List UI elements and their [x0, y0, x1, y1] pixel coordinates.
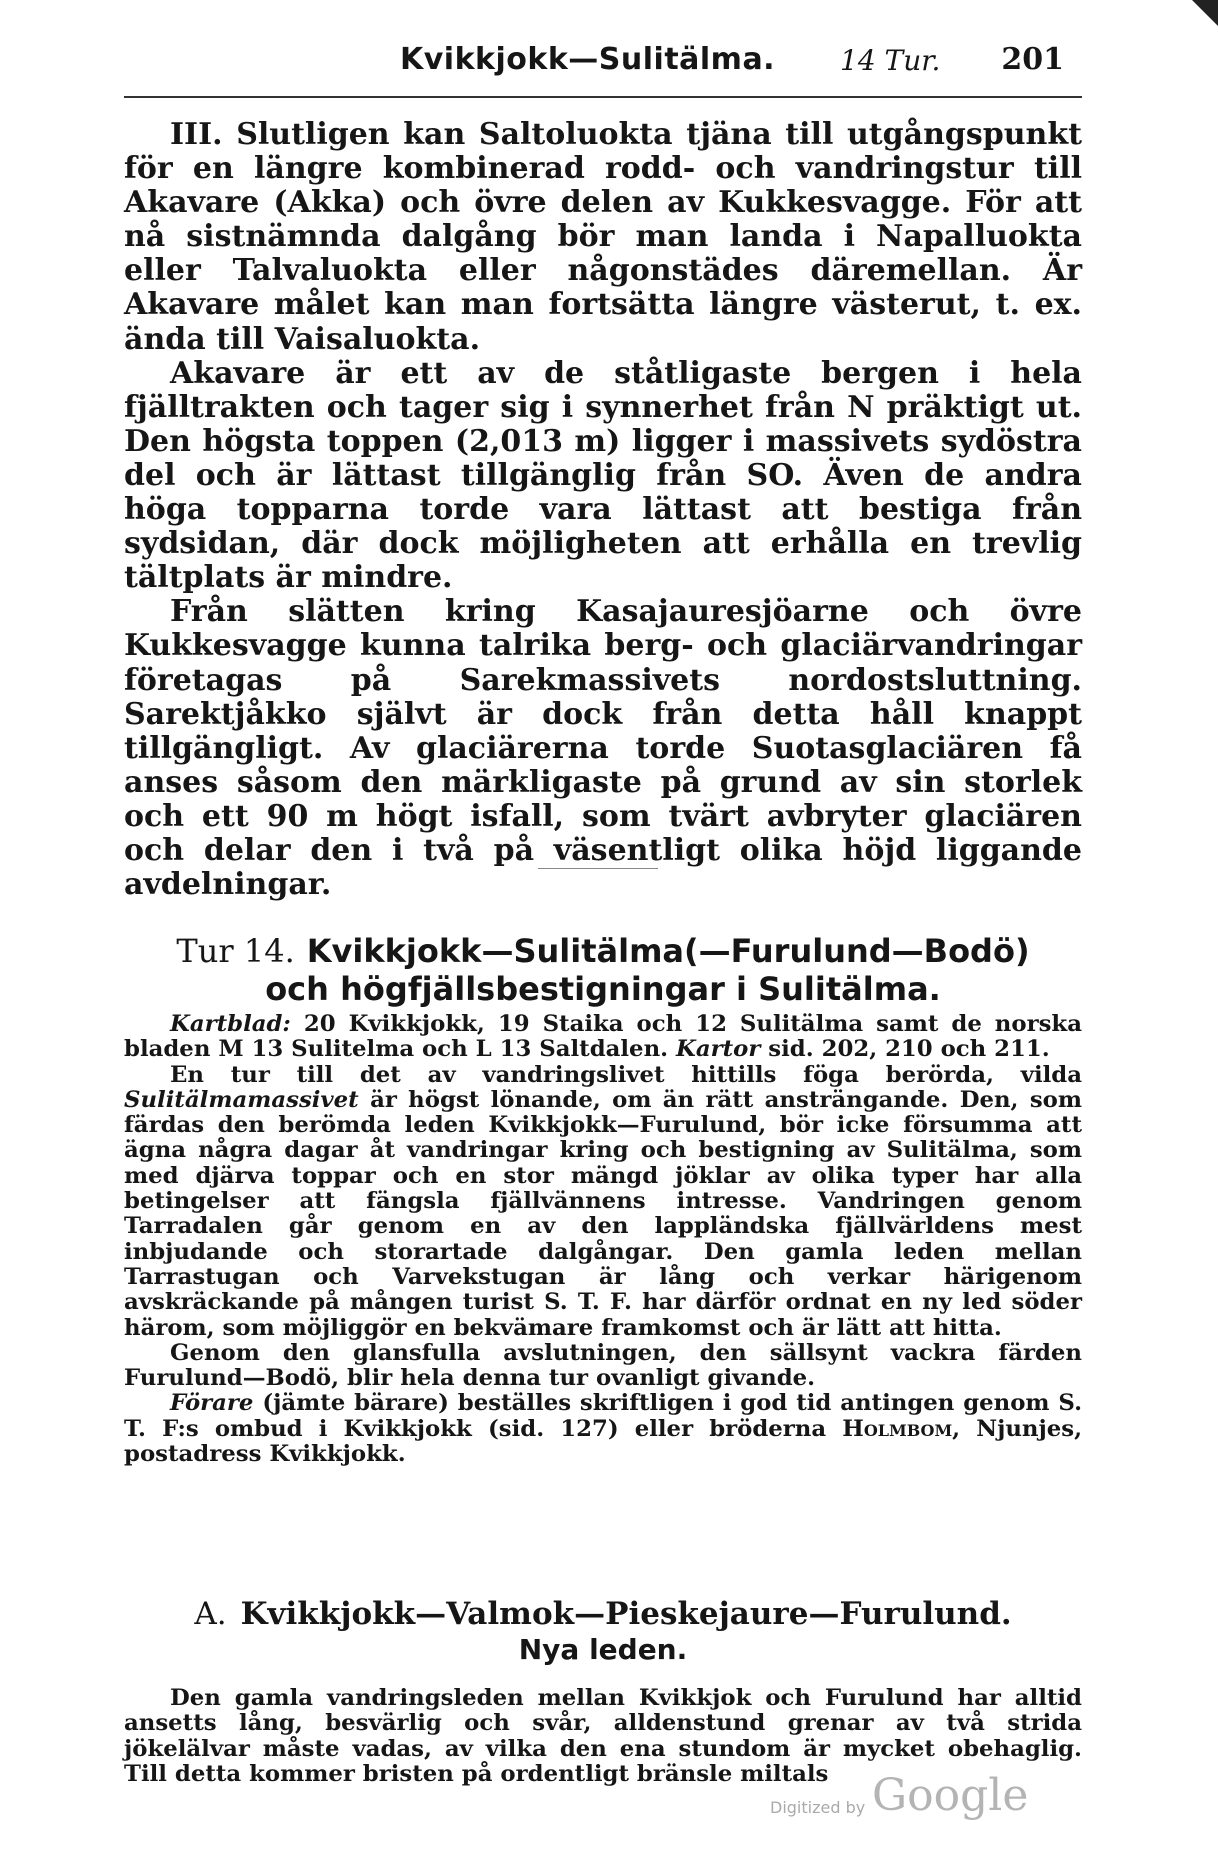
paragraph: Genom den glansfulla avslutningen, den sällsynt vackra färden Furulund—Bodö, blir hela denna tur ovanligt givande. — [124, 1339, 1082, 1392]
forare-text: (jämte bärare) beställes skriftligen i god tid antingen genom S. T. F:s ombud i Kvikkjokk (sid. 127) eller bröderna — [124, 1390, 1083, 1442]
google-watermark — [770, 1770, 1050, 1830]
paragraph-text: En tur till det av vandringslivet hittills föga berörda, vilda — [170, 1061, 1082, 1088]
section-iii — [124, 118, 1082, 902]
paragraph: III. Slutligen kan Saltoluokta tjäna till utgångspunkt för en längre kombinerad rodd- och vandringstur till Akavare (Akka) och övre delen av Kukkesvagge. För att nå sistnämnda dalgång bör man landa i Napalluokta eller Talvaluokta eller någonstädes däremellan. Är Akavare målet kan man fortsätta längre västerut, t. ex. ända till Vaisaluokta. — [124, 117, 1082, 357]
kartblad-paragraph — [124, 1012, 1082, 1063]
kartor-label: Kartor — [676, 1036, 761, 1063]
paragraph — [124, 1063, 1082, 1341]
tour-route: Kvikkjokk—Sulitälma(—Furulund—Bodö) — [306, 932, 1030, 970]
tour-number: Tur 14. — [176, 932, 295, 970]
section-separator — [538, 868, 658, 869]
running-header — [118, 38, 1078, 94]
route-heading-line — [124, 1596, 1082, 1632]
tour-heading-line-1 — [124, 932, 1082, 970]
tour-heading-line-2: och högfjällsbestigningar i Sulitälma. — [265, 970, 941, 1008]
google-logo: Google — [872, 1770, 1029, 1821]
kartblad-text: 20 Kvikkjokk, 19 Staika och 12 Sulitälma samt de norska bladen M 13 Sulitelma och L 13 Saltdalen. — [124, 1011, 1083, 1063]
paragraph: Den gamla vandringsleden mellan Kvikkjok och Furulund har alltid ansetts lång, besvärlig och svår, alldenstund grenar av två strida jökelälvar måste vadas, av vilka den ena stundom är mycket obehaglig. Till detta kommer bristen på ordentligt bränsle miltals — [124, 1685, 1082, 1787]
corner-mark — [1192, 0, 1218, 26]
emphasis-text: Sulitälmamassivet — [124, 1086, 359, 1113]
forare-label: Förare — [170, 1390, 254, 1417]
route-name: Kvikkjokk—Valmok—Pieskejaure—Furulund. — [240, 1596, 1012, 1632]
tour-heading — [124, 932, 1082, 1008]
kartblad-label: Kartblad: — [170, 1011, 291, 1037]
header-tour: 14 Tur. — [840, 44, 941, 77]
route-subtitle: Nya leden. — [518, 1633, 688, 1666]
paragraph: Akavare är ett av de ståtligaste bergen i hela fjälltrakten och tager sig i synnerhet från N präktigt ut. Den högsta toppen (2,013 m) ligger i massivets sydöstra del och är lättast tillgänglig från SO. Även de andra höga topparna torde vara lättast att bestiga från sydsidan, där dock möjligheten att erhålla en trevlig tältplats är mindre. — [124, 355, 1082, 596]
route-letter: A. — [194, 1596, 227, 1632]
forare-paragraph — [124, 1391, 1082, 1467]
forare-end: Njunjes, postadress Kvikkjokk. — [124, 1415, 1083, 1468]
header-title: Kvikkjokk—Sulitälma. — [400, 42, 776, 77]
holmbom-name: Holmbom, — [842, 1415, 961, 1442]
kartor-text: sid. 202, 210 och 211. — [768, 1036, 1050, 1063]
tour-description — [124, 1012, 1082, 1467]
paragraph-text: är högst lönande, om än rätt ansträngande. Den, som färdas den berömda leden Kvikkjokk—Furulund, bör icke försumma att ägna några dagar åt vandringar kring och bestigning av Sulitälma, som med djärva toppar och en stor mängd jöklar av olika typer har alla betingelser att fängsla fjällvännens intresse. Vandringen genom Tarradalen går genom en av den lappländska fjällvärldens mest inbjudande och storartade dalgångar. Den gamla leden mellan Tarrastugan och Varvekstugan är lång och verkar härigenom avskräckande på mången turist S. T. F. har därför ordnat en ny led söder härom, som möjliggör en bekvämare framkomst och är lätt att hitta. — [124, 1086, 1082, 1341]
header-rule — [124, 96, 1082, 98]
digitized-by-text: Digitized by — [770, 1798, 866, 1817]
page-number: 201 — [1001, 42, 1064, 77]
route-heading — [124, 1596, 1082, 1668]
paragraph: Från slätten kring Kasajauresjöarne och övre Kukkesvagge kunna talrika berg- och glaciärvandringar företagas på Sarekmassivets nordostsluttning. Sarektjåkko självt är dock från detta håll knappt tillgängligt. Av glaciärerna torde Suotasglaciären få anses såsom den märkligaste på grund av sin storlek och ett 90 m högt isfall, som tvärt avbryter glaciären och delar den i två på väsentligt olika höjd liggande avdelningar. — [124, 594, 1082, 903]
